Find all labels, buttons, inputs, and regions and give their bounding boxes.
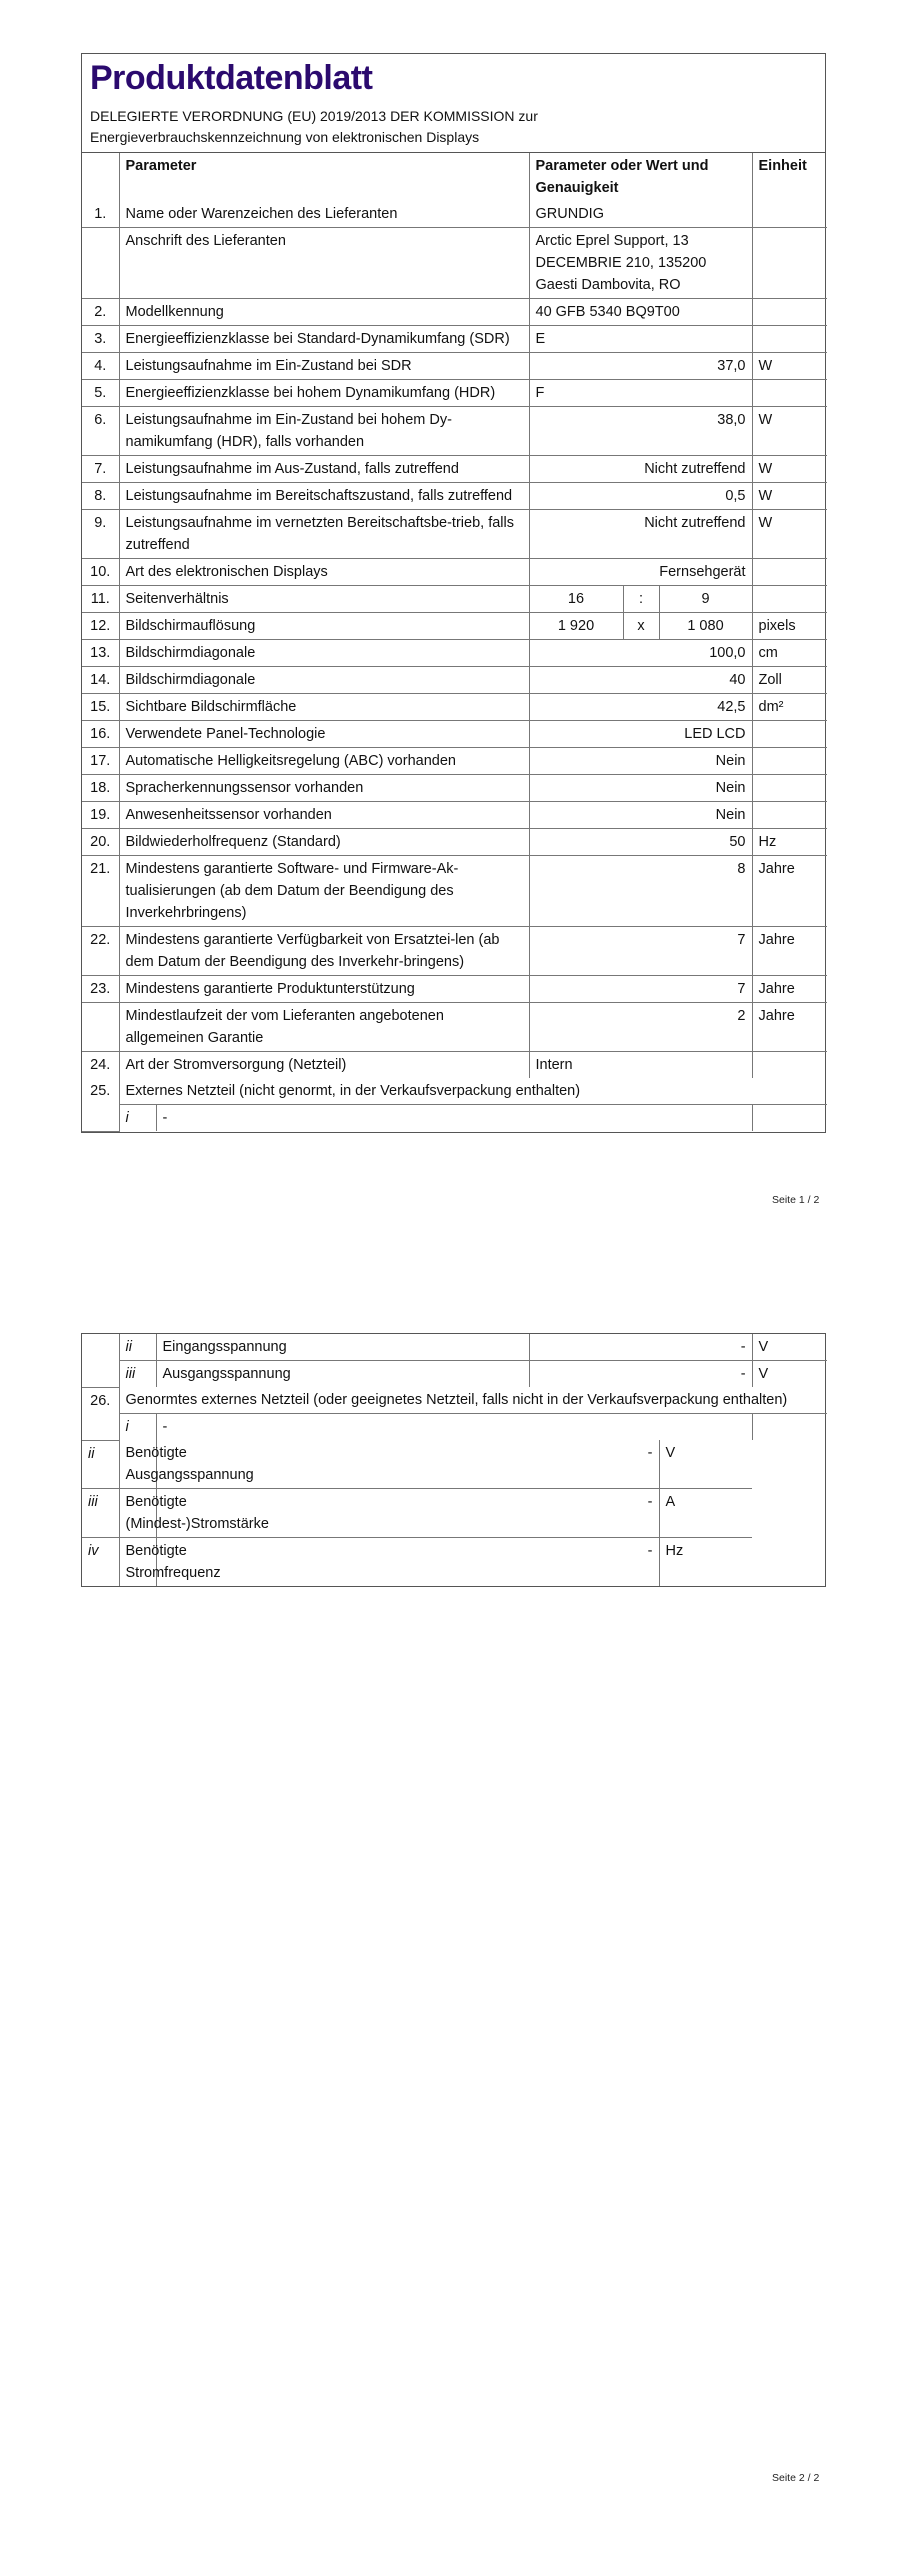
unit-cell: [752, 228, 827, 299]
header-value: Parameter oder Wert und Genauigkeit: [529, 153, 752, 201]
parameter-cell: Mindestens garantierte Software- und Firmware-Ak-tualisierungen (ab dem Datum der Beendigung des Inverkehrbringens): [119, 856, 529, 927]
parameter-cell: Mindestens garantierte Produktunterstützung: [119, 976, 529, 1003]
parameter-cell: Verwendete Panel-Technologie: [119, 721, 529, 748]
table-row: [82, 586, 827, 613]
unit-cell: cm: [752, 640, 827, 667]
unit-cell: V: [752, 1334, 827, 1361]
row-number: 5.: [82, 380, 119, 407]
value-b-cell: 1 080: [659, 613, 752, 640]
table-row: [82, 640, 827, 667]
row-number: 25.: [82, 1078, 119, 1131]
parameter-cell: Bildschirmauflösung: [119, 613, 529, 640]
datasheet-page-2: [81, 1333, 826, 1587]
table-row: [82, 483, 827, 510]
sub-index: iii: [82, 1489, 119, 1538]
parameter-cell: Ausgangsspannung: [156, 1361, 529, 1388]
unit-cell: Hz: [752, 829, 827, 856]
table-subrow: [82, 1361, 827, 1388]
row-number: 6.: [82, 407, 119, 456]
unit-cell: W: [752, 407, 827, 456]
row-number: 10.: [82, 559, 119, 586]
parameter-cell: Name oder Warenzeichen des Lieferanten: [119, 201, 529, 228]
table-row: [82, 976, 827, 1003]
parameter-cell: Mindestlaufzeit der vom Lieferanten angebotenen allgemeinen Garantie: [119, 1003, 529, 1052]
subtitle-line-1: DELEGIERTE VERORDNUNG (EU) 2019/2013 DER KOMMISSION zur: [90, 108, 538, 124]
unit-cell: Zoll: [752, 667, 827, 694]
unit-cell: A: [659, 1489, 752, 1538]
row-number: 13.: [82, 640, 119, 667]
table-subrow: [82, 1440, 827, 1489]
unit-cell: dm²: [752, 694, 827, 721]
table-row: [82, 326, 827, 353]
value-cell: Nein: [529, 748, 752, 775]
table-row: [82, 228, 827, 299]
unit-cell: Jahre: [752, 927, 827, 976]
datasheet-page-1: [81, 53, 826, 1133]
table-row: [82, 559, 827, 586]
unit-cell: V: [752, 1361, 827, 1388]
value-cell: E: [529, 326, 752, 353]
value-cell: -: [529, 1361, 752, 1388]
sub-index: i: [119, 1414, 156, 1441]
parameter-cell: Seitenverhältnis: [119, 586, 529, 613]
table-row: [82, 380, 827, 407]
row-number: 21.: [82, 856, 119, 927]
sub-text: -: [156, 1414, 752, 1441]
parameter-cell: Leistungsaufnahme im Aus-Zustand, falls zutreffend: [119, 456, 529, 483]
sub-unit: [752, 1105, 827, 1132]
row-number: 9.: [82, 510, 119, 559]
row-number: 11.: [82, 586, 119, 613]
row-number: 18.: [82, 775, 119, 802]
value-cell: Arctic Eprel Support, 13 DECEMBRIE 210, 135200 Gaesti Dambovita, RO: [529, 228, 752, 299]
value-cell: Nicht zutreffend: [529, 456, 752, 483]
value-cell: 7: [529, 927, 752, 976]
product-data-table-continued: [82, 1334, 827, 1586]
unit-cell: W: [752, 456, 827, 483]
subtitle-line-2: Energieverbrauchskennzeichnung von elektronischen Displays: [90, 129, 480, 145]
value-cell: 37,0: [529, 353, 752, 380]
table-row: [82, 407, 827, 456]
value-b-cell: 9: [659, 586, 752, 613]
unit-cell: [752, 775, 827, 802]
parameter-cell: Automatische Helligkeitsregelung (ABC) vorhanden: [119, 748, 529, 775]
parameter-cell: Anwesenheitssensor vorhanden: [119, 802, 529, 829]
row-number: 19.: [82, 802, 119, 829]
page-title: Produktdatenblatt: [90, 59, 373, 97]
parameter-cell: Art des elektronischen Displays: [119, 559, 529, 586]
unit-cell: V: [659, 1440, 752, 1489]
value-cell: 2: [529, 1003, 752, 1052]
row-number: 4.: [82, 353, 119, 380]
value-cell: Fernsehgerät: [529, 559, 752, 586]
value-cell: -: [156, 1440, 659, 1489]
row-number: 17.: [82, 748, 119, 775]
unit-cell: W: [752, 510, 827, 559]
row-number: 15.: [82, 694, 119, 721]
parameter-cell: Benötigte (Mindest-)Stromstärke: [119, 1489, 156, 1538]
table-row: [82, 748, 827, 775]
value-separator: x: [623, 613, 659, 640]
header-num-cell: [82, 153, 119, 201]
row-number-continued: [82, 1334, 119, 1387]
parameter-cell: Bildwiederholfrequenz (Standard): [119, 829, 529, 856]
table-row-26: [82, 1387, 827, 1414]
unit-cell: [752, 380, 827, 407]
table-row: [82, 1003, 827, 1052]
parameter-cell: Bildschirmdiagonale: [119, 667, 529, 694]
row-number: 1.: [82, 201, 119, 228]
unit-cell: Hz: [659, 1538, 752, 1587]
row-number: 14.: [82, 667, 119, 694]
table-row: [82, 721, 827, 748]
row-number: 23.: [82, 976, 119, 1003]
parameter-cell: Benötigte Ausgangsspannung: [119, 1440, 156, 1489]
page-footer-1: Seite 1 / 2: [772, 1194, 820, 1206]
product-data-table: [82, 153, 827, 1132]
parameter-cell: Leistungsaufnahme im Ein-Zustand bei hohem Dy-namikumfang (HDR), falls vorhanden: [119, 407, 529, 456]
table-row: [82, 667, 827, 694]
row-number: 26.: [82, 1387, 119, 1440]
header-parameter: Parameter: [119, 153, 529, 201]
parameter-cell: Energieeffizienzklasse bei hohem Dynamikumfang (HDR): [119, 380, 529, 407]
value-separator: :: [623, 586, 659, 613]
sub-index: iv: [82, 1538, 119, 1587]
page-footer-2: Seite 2 / 2: [772, 2472, 820, 2484]
unit-cell: [752, 1052, 827, 1079]
table-row: [82, 299, 827, 326]
unit-cell: [752, 299, 827, 326]
value-cell: 100,0: [529, 640, 752, 667]
value-cell: F: [529, 380, 752, 407]
table-row: [82, 775, 827, 802]
parameter-cell: Leistungsaufnahme im Ein-Zustand bei SDR: [119, 353, 529, 380]
table-row: [82, 694, 827, 721]
row-number: 2.: [82, 299, 119, 326]
value-cell: 42,5: [529, 694, 752, 721]
unit-cell: [752, 326, 827, 353]
row-label: Genormtes externes Netzteil (oder geeignetes Netzteil, falls nicht in der Verkaufsverpackung enthalten): [119, 1387, 827, 1414]
unit-cell: [752, 559, 827, 586]
value-cell: -: [156, 1489, 659, 1538]
value-cell: 40 GFB 5340 BQ9T00: [529, 299, 752, 326]
value-cell: Nicht zutreffend: [529, 510, 752, 559]
table-subrow-i: [82, 1105, 827, 1132]
unit-cell: [752, 586, 827, 613]
value-cell: Nein: [529, 775, 752, 802]
value-cell: LED LCD: [529, 721, 752, 748]
table-row-25: [82, 1078, 827, 1105]
value-cell: -: [529, 1334, 752, 1361]
value-cell: 7: [529, 976, 752, 1003]
document-header: [82, 54, 825, 153]
parameter-cell: Leistungsaufnahme im vernetzten Bereitschaftsbe-trieb, falls zutreffend: [119, 510, 529, 559]
table-row: [82, 613, 827, 640]
unit-cell: W: [752, 483, 827, 510]
table-subrow: [82, 1489, 827, 1538]
row-number: [82, 1003, 119, 1052]
unit-cell: pixels: [752, 613, 827, 640]
parameter-cell: Anschrift des Lieferanten: [119, 228, 529, 299]
parameter-cell: Modellkennung: [119, 299, 529, 326]
header-unit: Einheit: [752, 153, 827, 201]
row-number: 12.: [82, 613, 119, 640]
table-row: [82, 1052, 827, 1079]
parameter-cell: Energieeffizienzklasse bei Standard-Dynamikumfang (SDR): [119, 326, 529, 353]
value-cell: GRUNDIG: [529, 201, 752, 228]
value-cell: 0,5: [529, 483, 752, 510]
table-row: [82, 353, 827, 380]
value-a-cell: 1 920: [529, 613, 623, 640]
parameter-cell: Benötigte Stromfrequenz: [119, 1538, 156, 1587]
table-row: [82, 927, 827, 976]
value-a-cell: 16: [529, 586, 623, 613]
parameter-cell: Sichtbare Bildschirmfläche: [119, 694, 529, 721]
row-label: Externes Netzteil (nicht genormt, in der Verkaufsverpackung enthalten): [119, 1078, 827, 1105]
value-cell: 40: [529, 667, 752, 694]
value-cell: -: [156, 1538, 659, 1587]
value-cell: 38,0: [529, 407, 752, 456]
parameter-cell: Spracherkennungssensor vorhanden: [119, 775, 529, 802]
sub-index: iii: [119, 1361, 156, 1388]
table-subrow: [82, 1538, 827, 1587]
table-header-row: [82, 153, 827, 201]
value-cell: Intern: [529, 1052, 752, 1079]
row-number: 7.: [82, 456, 119, 483]
parameter-cell: Eingangsspannung: [156, 1334, 529, 1361]
unit-cell: [752, 748, 827, 775]
table-row: [82, 856, 827, 927]
parameter-cell: Leistungsaufnahme im Bereitschaftszustand, falls zutreffend: [119, 483, 529, 510]
sub-index: ii: [82, 1440, 119, 1489]
unit-cell: [752, 802, 827, 829]
table-row: [82, 802, 827, 829]
row-number: 3.: [82, 326, 119, 353]
row-number: 24.: [82, 1052, 119, 1079]
sub-text: -: [156, 1105, 752, 1132]
unit-cell: [752, 201, 827, 228]
unit-cell: Jahre: [752, 1003, 827, 1052]
value-cell: Nein: [529, 802, 752, 829]
row-number: 8.: [82, 483, 119, 510]
table-row: [82, 201, 827, 228]
table-subrow-i: [82, 1414, 827, 1441]
table-row: [82, 829, 827, 856]
regulation-subtitle: [90, 106, 817, 148]
parameter-cell: Art der Stromversorgung (Netzteil): [119, 1052, 529, 1079]
unit-cell: [752, 721, 827, 748]
table-subrow: [82, 1334, 827, 1361]
row-number: 22.: [82, 927, 119, 976]
table-row: [82, 456, 827, 483]
unit-cell: W: [752, 353, 827, 380]
unit-cell: Jahre: [752, 976, 827, 1003]
value-cell: 8: [529, 856, 752, 927]
sub-index: ii: [119, 1334, 156, 1361]
row-number: 20.: [82, 829, 119, 856]
row-number: 16.: [82, 721, 119, 748]
table-row: [82, 510, 827, 559]
sub-unit: [752, 1414, 827, 1441]
parameter-cell: Mindestens garantierte Verfügbarkeit von Ersatztei-len (ab dem Datum der Beendigung des Inverkehr-bringens): [119, 927, 529, 976]
sub-index: i: [119, 1105, 156, 1132]
value-cell: 50: [529, 829, 752, 856]
unit-cell: Jahre: [752, 856, 827, 927]
parameter-cell: Bildschirmdiagonale: [119, 640, 529, 667]
row-number: [82, 228, 119, 299]
